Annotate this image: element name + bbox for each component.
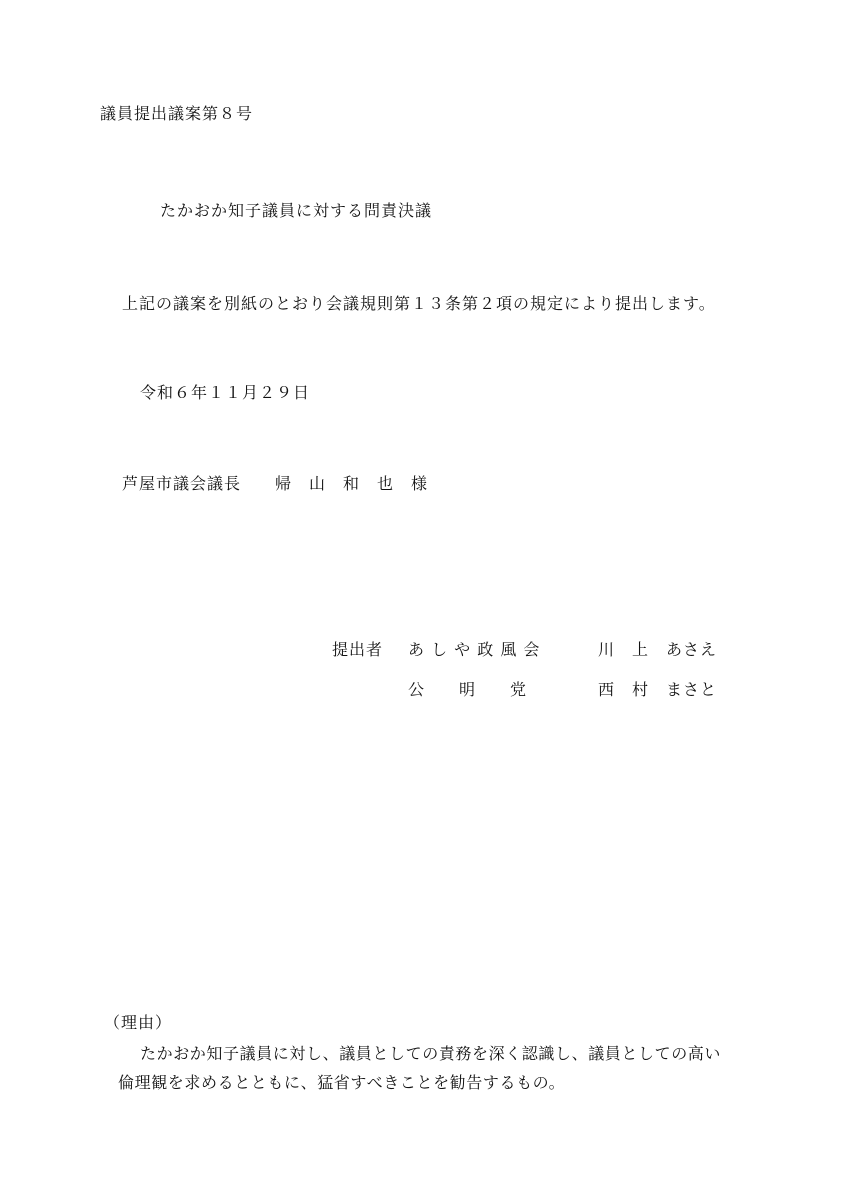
addressee-title: 芦屋市議会議長 <box>122 474 242 493</box>
reason-line: たかおか知子議員に対し、議員としての責務を深く認識し、議員としての高い <box>140 1044 722 1063</box>
preamble-text: 上記の議案を別紙のとおり会議規則第１３条第２項の規定により提出します。 <box>122 294 716 313</box>
submitter-party: 公 明 党 <box>408 680 528 699</box>
submitter-party: あ し や 政 風 会 <box>408 640 541 659</box>
resolution-title: たかおか知子議員に対する問責決議 <box>160 201 433 220</box>
addressee-name: 帰 山 和 也 様 <box>275 474 429 493</box>
reason-line: 倫理観を求めるとともに、猛省すべきことを勧告するもの。 <box>118 1073 566 1092</box>
submitter-name: 川 上 あさえ <box>598 640 718 659</box>
reason-heading: （理由） <box>104 1013 173 1032</box>
submission-date: 令和６年１１月２９日 <box>140 383 311 402</box>
bill-number: 議員提出議案第８号 <box>100 104 254 123</box>
submitter-name: 西 村 まさと <box>598 680 718 699</box>
submitter-label: 提出者 <box>332 640 384 659</box>
